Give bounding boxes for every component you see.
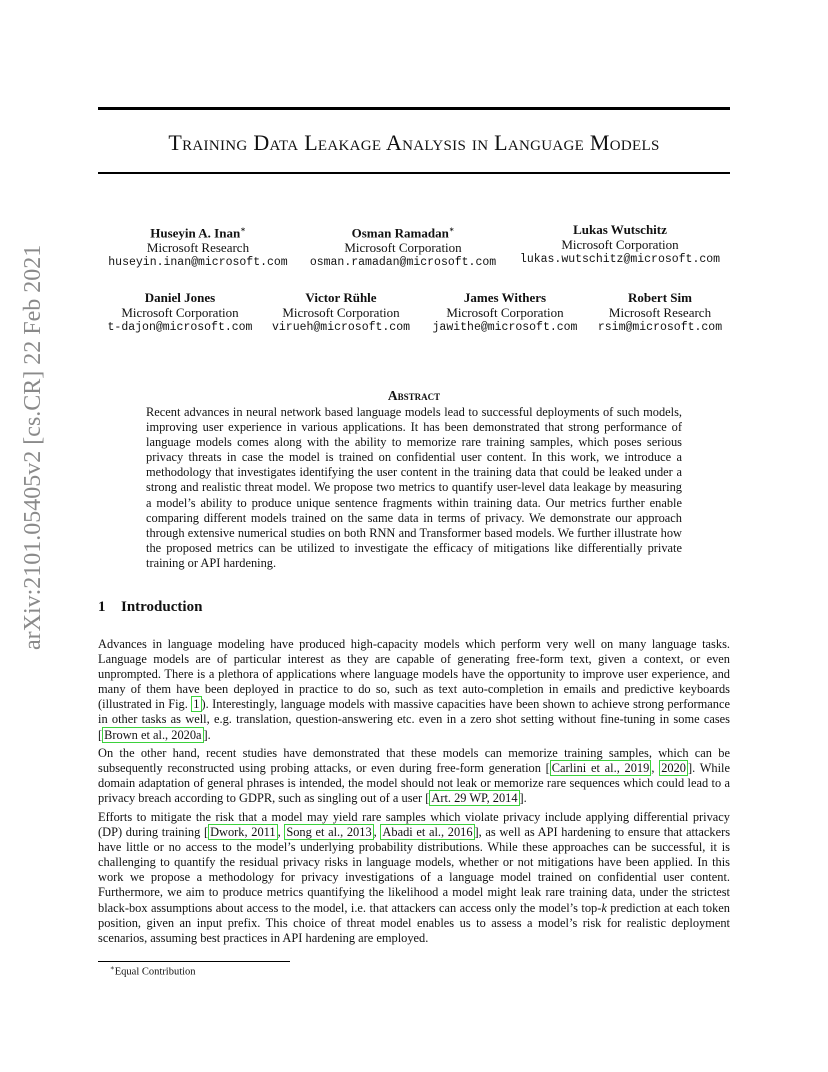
paragraph-text: ]. While domain adaptation of general phrases is intended, the model should not leak or memorize rare sequences which could lead to a privacy breach according to GDPR, such as singling out of a user [ — [98, 761, 730, 806]
figure-reference-link[interactable]: 1 — [193, 697, 200, 712]
paragraph-text: On the other hand, recent studies have demonstrated that these models can memorize training samples, which can be subsequently reconstructed using probing attacks, or even during free-form generation [ — [98, 746, 730, 776]
abstract-heading: Abstract — [387, 388, 441, 403]
author-affiliation: Microsoft Research — [146, 240, 250, 256]
citation-link[interactable]: Dwork, 2011 — [210, 825, 276, 840]
author-email[interactable]: rsim@microsoft.com — [597, 321, 723, 334]
footnote-mark: ∗ — [110, 964, 115, 972]
paper-title: Training Data Leakage Analysis in Language Models — [168, 130, 660, 155]
footnote — [110, 964, 196, 978]
author-email[interactable]: lukas.wutschitz@microsoft.com — [519, 253, 721, 266]
intro-paragraph-1 — [98, 637, 730, 743]
math-variable: k — [601, 900, 607, 915]
author-name: Lukas Wutschitz — [573, 222, 667, 237]
author-email[interactable]: osman.ramadan@microsoft.com — [309, 256, 497, 270]
title-rule-top — [98, 107, 730, 110]
paragraph-text: ], as well as API hardening to ensure that attackers have little or no access to the model’s underlying probability distributions. While these approaches can be successful, it is challenging to quantify the residual privacy risks in language models, whether or not mitigations have been applied. In this work we propose a methodology for privacy investigations of a language model trained on confidential user content. Furthermore, we aim to produce metrics quantifying the likelihood a model might leak rare training data, under the strictest black-box assumptions about access to the model, i.e. that attackers can access only the model’s top- — [98, 825, 731, 915]
author-mark: ∗ — [240, 225, 246, 234]
author-name: Huseyin A. Inan — [150, 225, 241, 241]
abstract-text: Recent advances in neural network based language models lead to successful deployments of such models, improving user experience in various applications. It has been demonstrated that strong performance of language models comes along with the ability to memorize rare training samples, which poses serious privacy threats in case the model is trained on confidential user content. In this work, we introduce a methodology that investigates identifying the user content in the training data that could be leaked under a strong and realistic threat model. We propose two metrics to quantify user-level data leakage by measuring a model’s ability to produce unique sentence fragments within training data. Our metrics further enable comparing different models trained on the same data in terms of privacy. We demonstrate our approach through extensive numerical studies on both RNN and Transformer based models. We further illustrate how the proposed metrics can be utilized to investigate the efficacy of mitigations like differentially private training or API hardening. — [146, 405, 682, 570]
author-block — [300, 222, 506, 270]
citation-link[interactable]: Abadi et al., 2016 — [382, 825, 473, 840]
author-affiliation: Microsoft Corporation — [121, 305, 239, 320]
author-name: Robert Sim — [628, 290, 692, 305]
paragraph-text: Advances in language modeling have produced high-capacity models which perform very well on many language tasks. Language models are of particular interest as they are capable of generating free-form text, given a context, or even unprompted. There is a plethora of applications where language models have the opportunity to improve user experience, and many of them have been deployed in practice to do so, such as text auto-completion in emails and predictive keyboards (illustrated in Fig. — [98, 637, 730, 712]
author-email[interactable]: jawithe@microsoft.com — [432, 321, 578, 334]
author-block — [424, 290, 586, 335]
author-block — [266, 290, 416, 335]
citation-link[interactable]: Art. 29 WP, 2014 — [431, 791, 518, 806]
author-name: Victor Rühle — [305, 290, 377, 305]
author-block — [98, 290, 262, 335]
author-affiliation: Microsoft Corporation — [344, 240, 462, 256]
paragraph-text: , — [373, 825, 381, 840]
author-name: James Withers — [463, 290, 547, 305]
author-block — [590, 290, 730, 335]
paragraph-text: , — [277, 825, 285, 840]
footnote-text: Equal Contribution — [114, 966, 196, 978]
author-email[interactable]: huseyin.inan@microsoft.com — [108, 256, 288, 270]
author-email[interactable]: t-dajon@microsoft.com — [107, 321, 253, 334]
citation-link[interactable]: 2020 — [661, 761, 686, 776]
footnote-rule — [98, 961, 290, 962]
author-mark: ∗ — [448, 225, 455, 234]
citation-link[interactable]: Brown et al., 2020a — [104, 727, 202, 742]
paragraph-text: prediction at each token position, given an input prefix. This choice of threat model enables us to assess a model’s risk for realistic deployment scenarios, assuming best practices in API hardening are employed. — [98, 900, 730, 945]
citation-link[interactable]: Song et al., 2013 — [286, 825, 372, 840]
paragraph-text: ]. — [519, 791, 527, 806]
author-affiliation: Microsoft Research — [608, 305, 712, 320]
section-title: Introduction — [121, 599, 203, 615]
paragraph-text: ). Interestingly, language models with massive capacities have been shown to achieve strong performance in other tasks as well, e.g. translation, question-answering etc. even in a zero shot setting without fine-tuning in some cases [ — [98, 697, 730, 742]
author-name: Daniel Jones — [144, 290, 216, 305]
author-affiliation: Microsoft Corporation — [561, 237, 679, 252]
paragraph-text: Efforts to mitigate the risk that a model may yield rare samples which violate privacy include applying differential privacy (DP) during training [ — [98, 810, 730, 840]
paragraph-text: ]. — [203, 727, 211, 742]
author-name: Osman Ramadan — [351, 225, 449, 241]
author-email[interactable]: virueh@microsoft.com — [271, 321, 411, 334]
author-block — [98, 222, 298, 270]
title-rule-bottom — [98, 172, 730, 174]
author-block — [510, 222, 730, 267]
citation-link[interactable]: Carlini et al., 2019 — [551, 761, 650, 776]
intro-paragraph-3 — [98, 810, 730, 946]
author-affiliation: Microsoft Corporation — [282, 305, 400, 320]
section-heading — [98, 599, 202, 616]
arxiv-sidebar-stamp: arXiv:2101.05405v2 [cs.CR] 22 Feb 2021 — [20, 244, 46, 650]
paragraph-text: , — [651, 761, 660, 776]
intro-paragraph-2 — [98, 746, 730, 806]
section-number: 1 — [98, 599, 106, 615]
author-affiliation: Microsoft Corporation — [446, 305, 564, 320]
